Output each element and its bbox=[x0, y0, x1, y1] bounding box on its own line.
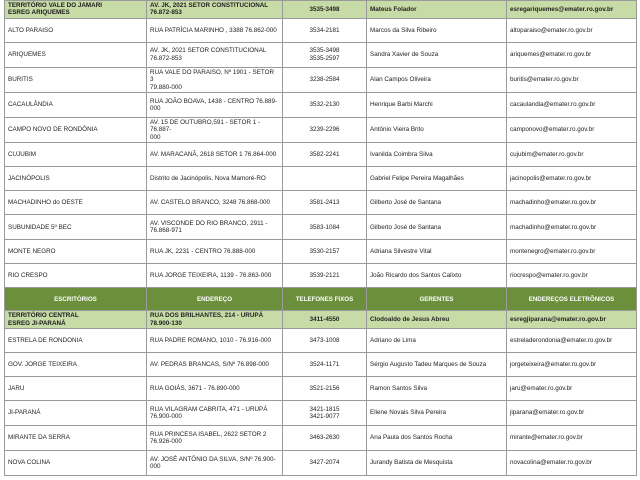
office-name: RIO CRESPO bbox=[5, 264, 147, 288]
office-phone: 3238-2584 bbox=[283, 67, 367, 92]
region-name: TERRITÓRIO VALE DO JAMARI ESREG ARIQUEMES bbox=[5, 1, 147, 19]
office-address: AV. CASTELO BRANCO, 3248 76.868-000 bbox=[147, 191, 283, 215]
office-manager: Gilberto José de Santana bbox=[367, 191, 507, 215]
region-phone: 3535-3498 bbox=[283, 1, 367, 19]
table-row bbox=[5, 329, 637, 353]
office-email[interactable]: cujubim@emater.ro.gov.br bbox=[507, 143, 637, 167]
office-name: SUBUNIDADE 5º BEC bbox=[5, 215, 147, 240]
table-row bbox=[5, 93, 637, 118]
table-row bbox=[5, 18, 637, 42]
office-name: ARIQUEMES bbox=[5, 42, 147, 67]
office-address: AV. 15 DE OUTUBRO,591 - SETOR 1 - 76.887- 000 bbox=[147, 118, 283, 143]
office-address: RUA PATRÍCIA MARINHO , 3388 76.862-000 bbox=[147, 18, 283, 42]
office-name: ESTRELA DE RONDONIA bbox=[5, 329, 147, 353]
office-manager: Adriana Silvestre Vital bbox=[367, 240, 507, 264]
office-address: RUA JORGE TEIXEIRA, 1139 - 76.863-000 bbox=[147, 264, 283, 288]
office-email[interactable]: montenegro@emater.ro.gov.br bbox=[507, 240, 637, 264]
region-manager: Clodoaldo de Jesus Abreu bbox=[367, 311, 507, 329]
office-address: Distrito de Jacinópolis, Nova Mamoré-RO bbox=[147, 167, 283, 191]
office-phone bbox=[283, 167, 367, 191]
table-row bbox=[5, 401, 637, 426]
office-name: BURITIS bbox=[5, 67, 147, 92]
office-email[interactable]: novacolina@emater.ro.gov.br bbox=[507, 451, 637, 476]
office-manager: Antônio Vieira Brito bbox=[367, 118, 507, 143]
table-row bbox=[5, 353, 637, 377]
office-email[interactable]: estreladerondonia@emater.ro.gov.br bbox=[507, 329, 637, 353]
office-email[interactable]: cacaulandia@emater.ro.gov.br bbox=[507, 93, 637, 118]
office-address: RUA PRINCESA ISABEL, 2622 SETOR 2 76.926-000 bbox=[147, 426, 283, 451]
office-email[interactable]: camponovo@emater.ro.gov.br bbox=[507, 118, 637, 143]
table-row bbox=[5, 451, 637, 476]
office-email[interactable]: mirante@emater.ro.gov.br bbox=[507, 426, 637, 451]
office-phone: 3539-2121 bbox=[283, 264, 367, 288]
office-manager: Henrique Barbi Marchi bbox=[367, 93, 507, 118]
office-manager: Eliene Novais Silva Pereira bbox=[367, 401, 507, 426]
office-phone: 3521-2156 bbox=[283, 377, 367, 401]
region-email[interactable]: esregjiparana@emater.ro.gov.br bbox=[507, 311, 637, 329]
table-row bbox=[5, 215, 637, 240]
office-email[interactable]: machadinho@emater.ro.gov.br bbox=[507, 191, 637, 215]
region-name: TERRITÓRIO CENTRAL ESREG JI-PARANÁ bbox=[5, 311, 147, 329]
office-manager: Sérgio Augusto Tadeu Marques de Souza bbox=[367, 353, 507, 377]
table-row bbox=[5, 426, 637, 451]
office-manager: Alan Campos Oliveira bbox=[367, 67, 507, 92]
office-address: AV. PEDRAS BRANCAS, S/Nº 76.898-000 bbox=[147, 353, 283, 377]
office-manager: Gabriel Felipe Pereira Magalhães bbox=[367, 167, 507, 191]
office-manager: Sandra Xavier de Souza bbox=[367, 42, 507, 67]
office-email[interactable]: jorgeteixeira@emater.ro.gov.br bbox=[507, 353, 637, 377]
office-address: RUA JK, 2231 - CENTRO 76.888-000 bbox=[147, 240, 283, 264]
office-phone: 3535-3498 3535-2597 bbox=[283, 42, 367, 67]
office-phone: 3583-1084 bbox=[283, 215, 367, 240]
office-address: AV. JOSÉ ANTÔNIO DA SILVA, S/Nº 76.900- 000 bbox=[147, 451, 283, 476]
office-name: JARU bbox=[5, 377, 147, 401]
office-address: RUA GOIÁS, 3671 - 76.890-000 bbox=[147, 377, 283, 401]
region-address: RUA DOS BRILHANTES, 214 - URUPÁ 78.900-130 bbox=[147, 311, 283, 329]
table-row bbox=[5, 143, 637, 167]
office-name: CAMPO NOVO DE RONDÔNIA bbox=[5, 118, 147, 143]
office-manager: Ramon Santos Silva bbox=[367, 377, 507, 401]
office-email[interactable]: machadinho@emater.ro.gov.br bbox=[507, 215, 637, 240]
office-phone: 3473-1008 bbox=[283, 329, 367, 353]
office-name: JACINÓPOLIS bbox=[5, 167, 147, 191]
office-phone: 3534-2181 bbox=[283, 18, 367, 42]
table-row bbox=[5, 42, 637, 67]
office-address: AV. JK, 2021 SETOR CONSTITUCIONAL 76.872-853 bbox=[147, 42, 283, 67]
offices-table bbox=[4, 0, 637, 476]
office-name: MACHADINHO do OESTE bbox=[5, 191, 147, 215]
region-phone: 3411-4550 bbox=[283, 311, 367, 329]
office-phone: 3530-2157 bbox=[283, 240, 367, 264]
office-address: RUA PADRE ROMANO, 1010 - 76.916-000 bbox=[147, 329, 283, 353]
table-row bbox=[5, 377, 637, 401]
office-manager: Jurandy Batista de Mesquista bbox=[367, 451, 507, 476]
office-name: ALTO PARAISO bbox=[5, 18, 147, 42]
office-name: MONTE NEGRO bbox=[5, 240, 147, 264]
header-managers: GERENTES bbox=[367, 288, 507, 311]
office-phone: 3239-2296 bbox=[283, 118, 367, 143]
office-address: RUA VILAGRAM CABRITA, 471 - URUPÁ 76.900-000 bbox=[147, 401, 283, 426]
office-phone: 3427-2074 bbox=[283, 451, 367, 476]
office-name: NOVA COLINA bbox=[5, 451, 147, 476]
office-email[interactable]: jaru@emater.ro.gov.br bbox=[507, 377, 637, 401]
table-row bbox=[5, 167, 637, 191]
office-manager: Gilberto José de Santana bbox=[367, 215, 507, 240]
office-name: CUJUBIM bbox=[5, 143, 147, 167]
region-email[interactable]: esregariquemes@emater.ro.gov.br bbox=[507, 1, 637, 19]
office-manager: Ivanilda Coimbra Silva bbox=[367, 143, 507, 167]
region-address: AV. JK, 2021 SETOR CONSTITUCIONAL 76.872-853 bbox=[147, 1, 283, 19]
header-phones: TELEFONES FIXOS bbox=[283, 288, 367, 311]
header-emails: ENDEREÇOS ELETRÔNICOS bbox=[507, 288, 637, 311]
office-email[interactable]: ariquemes@emater.ro.gov.br bbox=[507, 42, 637, 67]
region-manager: Mateus Folador bbox=[367, 1, 507, 19]
table-header bbox=[5, 288, 637, 311]
table-row bbox=[5, 67, 637, 92]
table-row bbox=[5, 264, 637, 288]
office-manager: João Ricardo dos Santos Calixto bbox=[367, 264, 507, 288]
office-phone: 3582-2241 bbox=[283, 143, 367, 167]
office-phone: 3581-2413 bbox=[283, 191, 367, 215]
office-manager: Adriano de Lima bbox=[367, 329, 507, 353]
office-manager: Marcos da Silva Ribeiro bbox=[367, 18, 507, 42]
office-name: MIRANTE DA SERRA bbox=[5, 426, 147, 451]
header-address: ENDEREÇO bbox=[147, 288, 283, 311]
office-phone: 3532-2130 bbox=[283, 93, 367, 118]
office-address: AV. MARACANÃ, 2618 SETOR 1 76.864-000 bbox=[147, 143, 283, 167]
offices-sheet bbox=[4, 0, 636, 476]
office-address: RUA JOÃO BOAVA, 1438 - CENTRO 76.889- 000 bbox=[147, 93, 283, 118]
table-row bbox=[5, 240, 637, 264]
office-address: AV. VISCONDE DO RIO BRANCO, 2911 - 76.868-971 bbox=[147, 215, 283, 240]
office-manager: Ana Paula dos Santos Rocha bbox=[367, 426, 507, 451]
office-name: JI-PARANÁ bbox=[5, 401, 147, 426]
office-email[interactable]: jiparana@emater.ro.gov.br bbox=[507, 401, 637, 426]
office-email[interactable]: altoparaiso@emater.ro.gov.br bbox=[507, 18, 637, 42]
office-name: CACAULÂNDIA bbox=[5, 93, 147, 118]
region-row-central bbox=[5, 311, 637, 329]
office-phone: 3524-1171 bbox=[283, 353, 367, 377]
table-row bbox=[5, 118, 637, 143]
office-phone: 3463-2630 bbox=[283, 426, 367, 451]
office-email[interactable]: riocrespo@emater.ro.gov.br bbox=[507, 264, 637, 288]
header-offices: ESCRITÓRIOS bbox=[5, 288, 147, 311]
office-email[interactable]: buritis@emater.ro.gov.br bbox=[507, 67, 637, 92]
office-name: GOV. JORGE TEIXEIRA bbox=[5, 353, 147, 377]
region-row-jamari bbox=[5, 1, 637, 19]
table-row bbox=[5, 191, 637, 215]
office-phone: 3421-1815 3421-9077 bbox=[283, 401, 367, 426]
office-email[interactable]: jacinopolis@emater.ro.gov.br bbox=[507, 167, 637, 191]
office-address: RUA VALE DO PARAISO, Nº 1901 - SETOR 3 79.880-000 bbox=[147, 67, 283, 92]
